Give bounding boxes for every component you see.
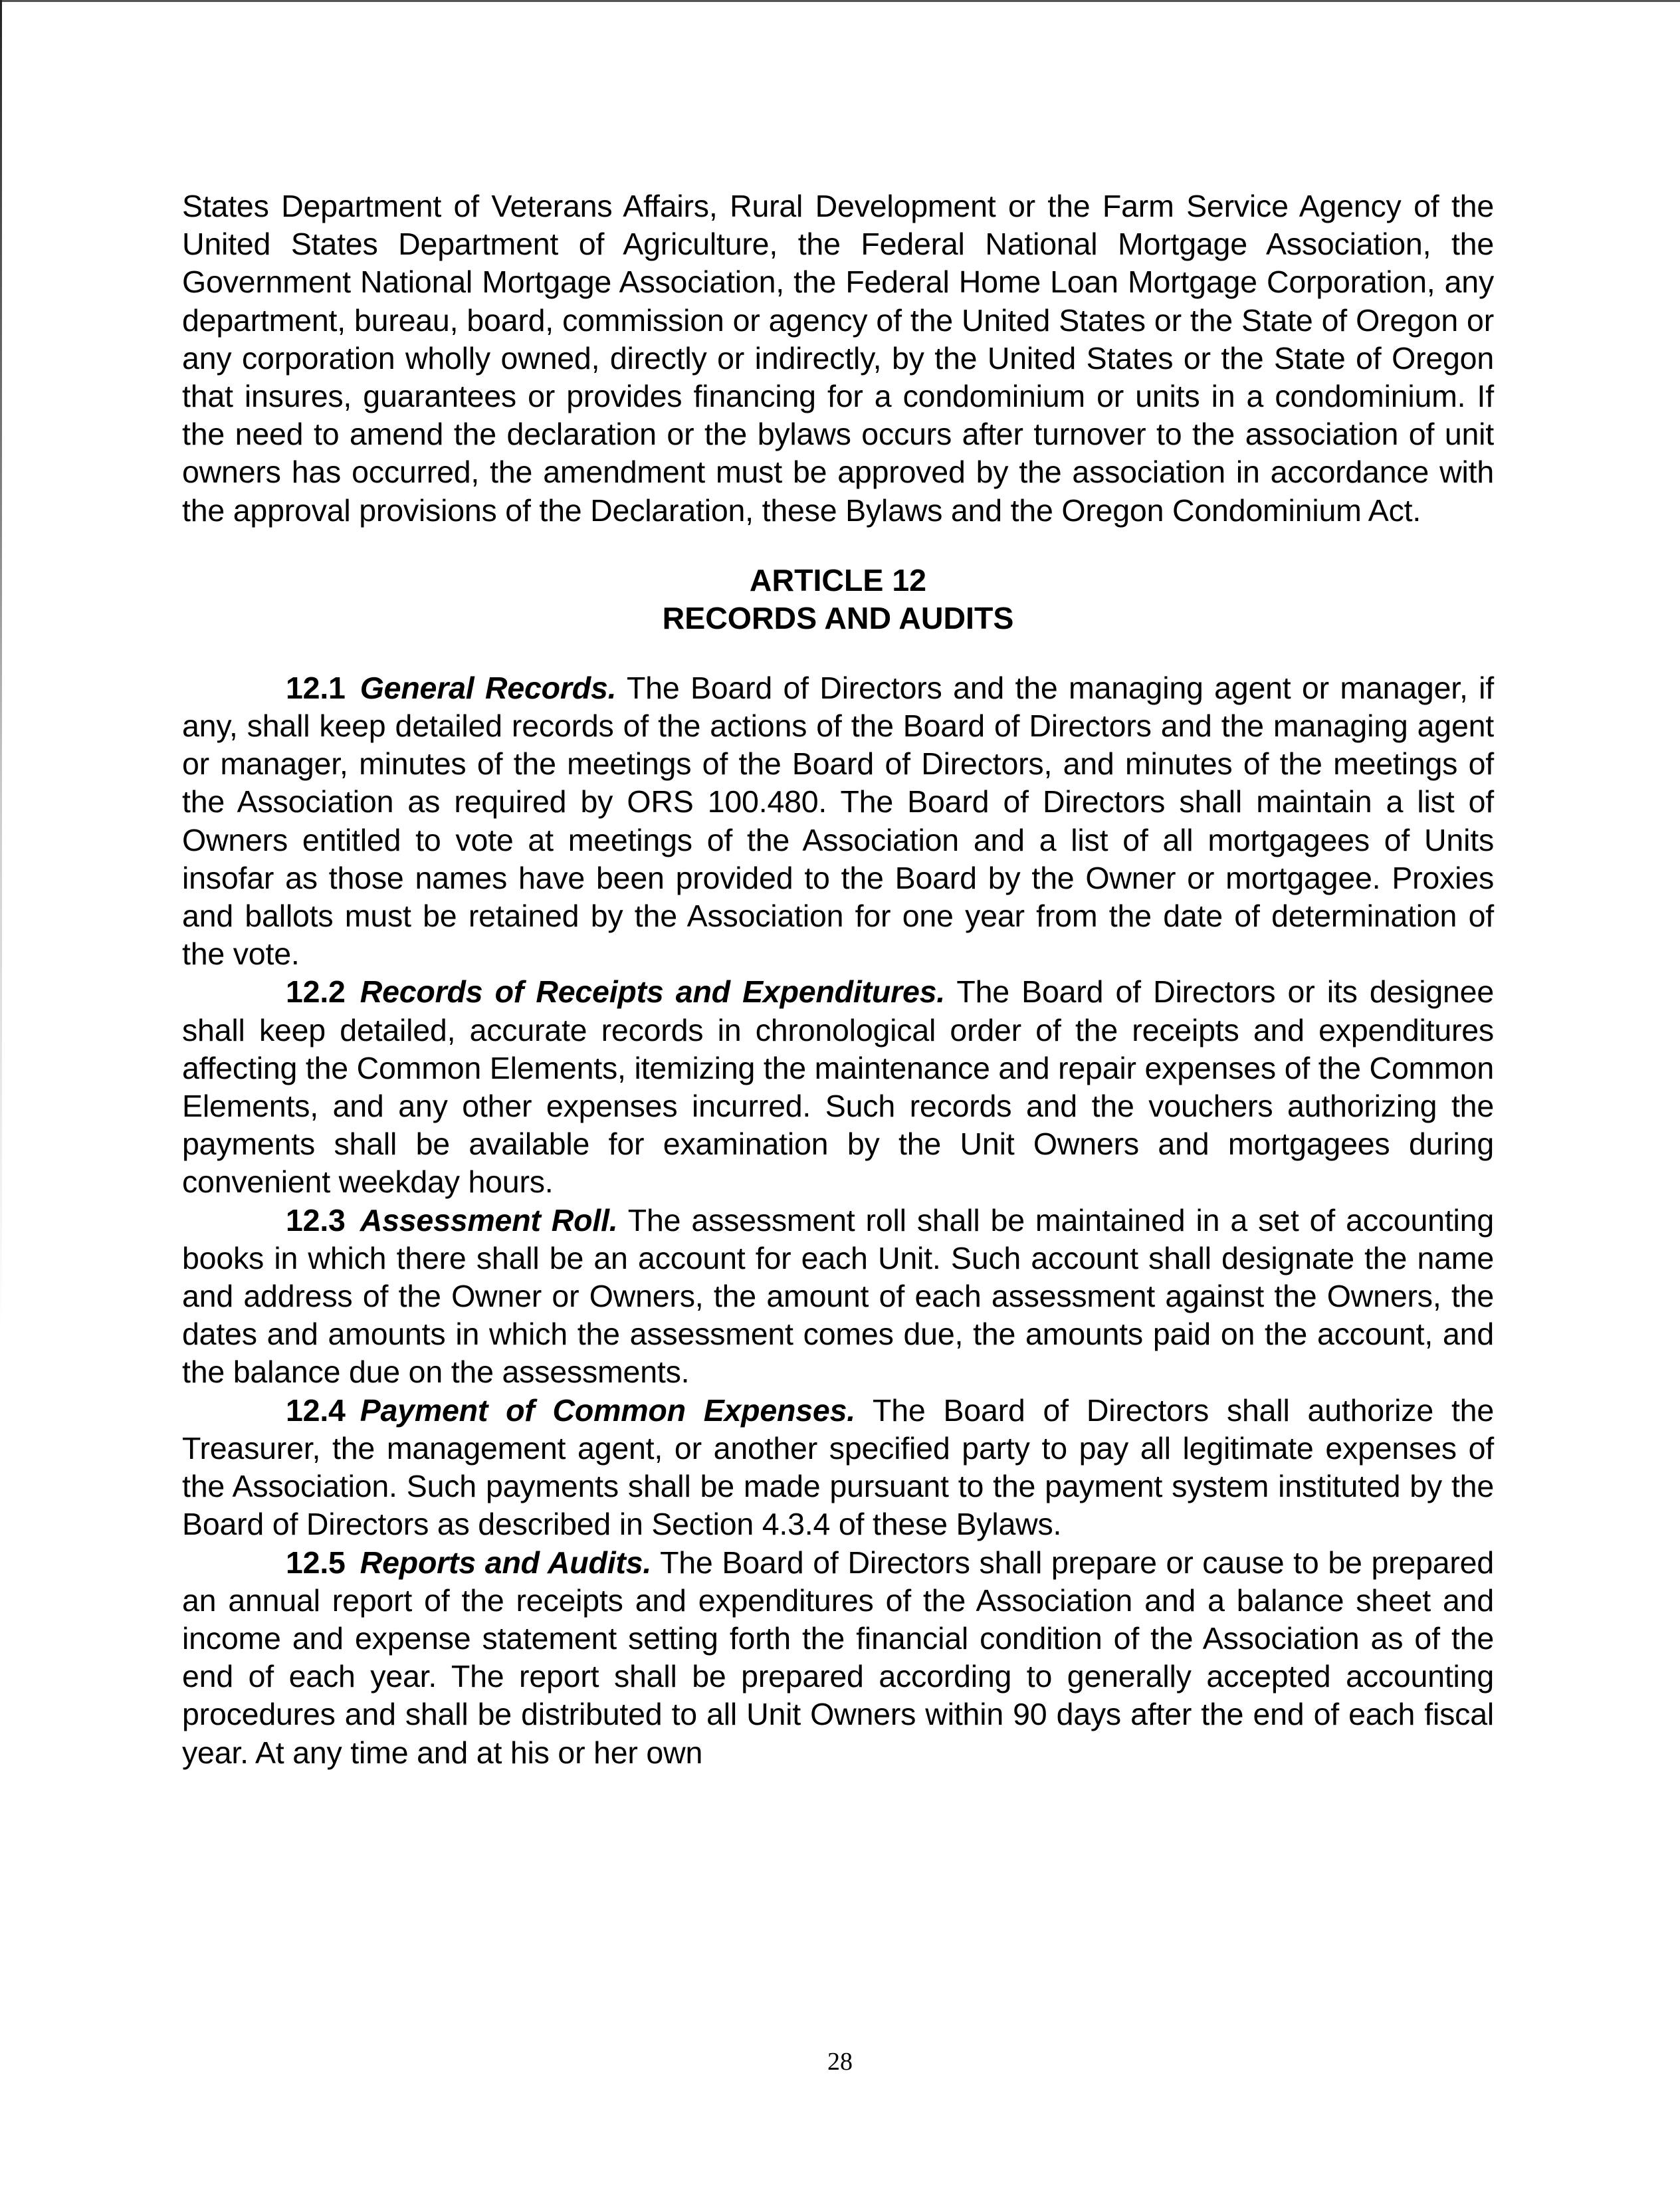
section-12-3 [182,1202,1494,1392]
scan-edge-left [0,0,2,1329]
article-number: ARTICLE 12 [749,562,927,598]
section-text: The Board of Directors and the managing agent or manager, if any, shall keep detailed records of the actions of the Board of Directors and the managing agent or manager, minutes of the meetings of the Board of Directors, and minutes of the meetings of the Association as required by ORS 100.480. The Board of Directors shall maintain a list of Owners entitled to vote at meetings of the Association and a list of all mortgagees of Units insofar as those names have been provided to the Board by the Owner or mortgagee. Proxies and ballots must be retained by the Association for one year from the date of determination of the vote. [182,670,1494,972]
section-title: Records of Receipts and Expenditures. [360,974,945,1010]
section-number: 12.1 [286,670,346,705]
section-12-1 [182,669,1494,974]
section-12-4 [182,1392,1494,1544]
section-number: 12.5 [286,1545,346,1580]
scan-edge-top [0,0,1680,2]
article-heading [182,562,1494,637]
article-title: RECORDS AND AUDITS [662,600,1014,635]
section-text: The Board of Directors or its designee shall keep detailed, accurate records in chronological order of the receipts and expenditures affecting the Common Elements, itemizing the maintenance and repair expenses of the Common Elements, and any other expenses incurred. Such records and the vouchers authorizing the payments shall be available for examination by the Unit Owners and mortgagees during convenient weekday hours. [182,974,1494,1200]
section-12-2 [182,973,1494,1201]
section-number: 12.3 [286,1202,346,1238]
document-page [182,187,1494,1772]
continuation-paragraph: States Department of Veterans Affairs, Rural Development or the Farm Service Agency of the United States Department of Agriculture, the Federal National Mortgage Association, the Government National Mortgage Association, the Federal Home Loan Mortgage Corporation, any department, bureau, board, commission or agency of the United States or the State of Oregon or any corporation wholly owned, directly or indirectly, by the United States or the State of Oregon that insures, guarantees or provides financing for a condominium or units in a condominium. If the need to amend the declaration or the bylaws occurs after turnover to the association of unit owners has occurred, the amendment must be approved by the association in accordance with the approval provisions of the Declaration, these Bylaws and the Oregon Condominium Act. [182,189,1494,528]
section-text: The Board of Directors shall authorize the Treasurer, the management agent, or another specified party to pay all legitimate expenses of the Association. Such payments shall be made pursuant to the payment system instituted by the Board of Directors as described in Section 4.3.4 of these Bylaws. [182,1392,1494,1542]
section-number: 12.4 [286,1392,346,1428]
section-text: The assessment roll shall be maintained in a set of accounting books in which there shall be an account for each Unit. Such account shall designate the name and address of the Owner or Owners, the amount of each assessment against the Owners, the dates and amounts in which the assessment comes due, the amounts paid on the account, and the balance due on the assessments. [182,1202,1494,1390]
section-title: General Records. [360,670,617,705]
page-number: 28 [827,2048,853,2076]
section-title: Assessment Roll. [360,1202,618,1238]
section-title: Reports and Audits. [360,1545,652,1580]
section-12-5 [182,1544,1494,1772]
section-text: The Board of Directors shall prepare or cause to be prepared an annual report of the receipts and expenditures of the Association and a balance sheet and income and expense statement setting forth the financial condition of the Association as of the end of each year. The report shall be prepared according to generally accepted accounting procedures and shall be distributed to all Unit Owners within 90 days after the end of each fiscal year. At any time and at his or her own [182,1545,1495,1770]
section-title: Payment of Common Expenses. [360,1392,855,1428]
section-number: 12.2 [286,974,346,1010]
